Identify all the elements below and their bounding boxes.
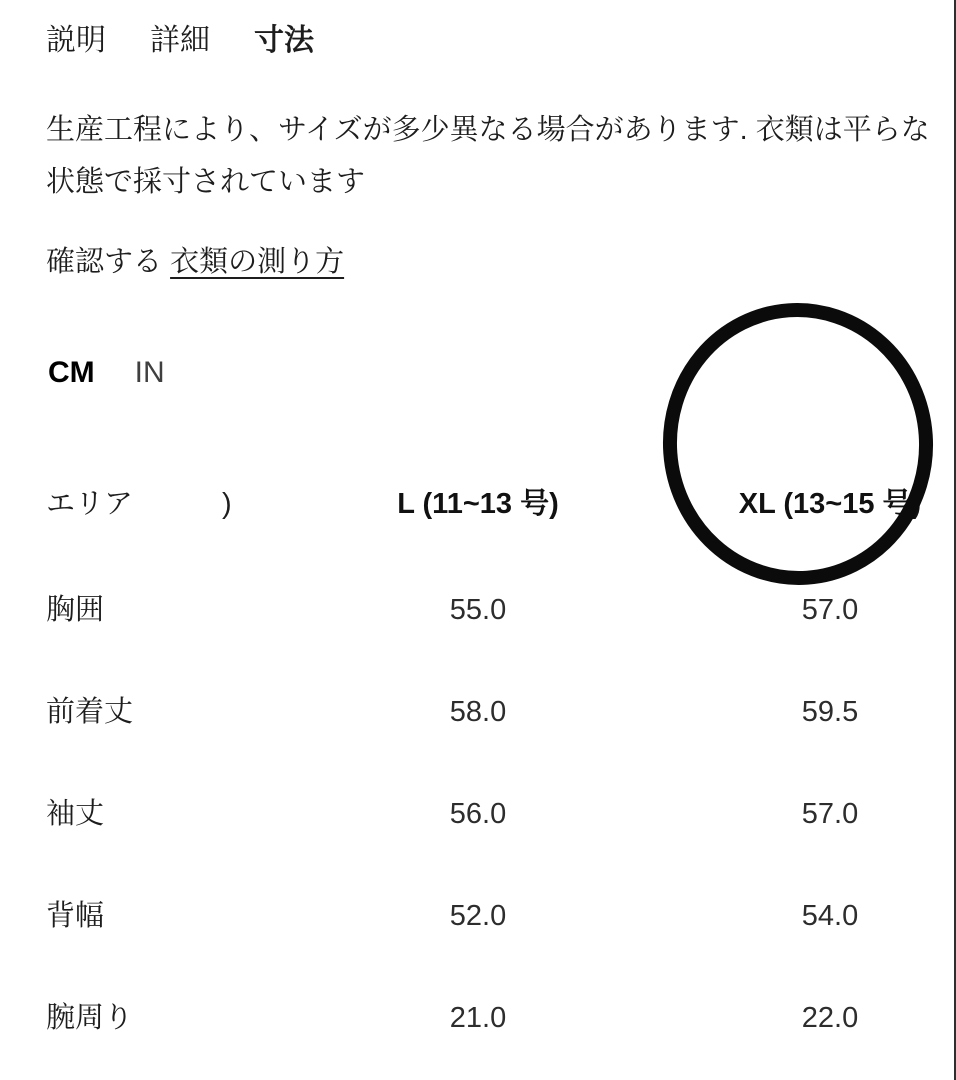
row-value-l: 55.0: [449, 594, 507, 626]
tab-dimensions[interactable]: 寸法: [254, 24, 314, 57]
measure-guide-link[interactable]: 衣類の測り方: [170, 246, 345, 278]
unit-cm-button[interactable]: CM: [48, 356, 95, 389]
unit-toggle: [48, 356, 165, 390]
table-header-row: [0, 486, 956, 592]
row-label: 腕周り: [46, 1002, 134, 1034]
unit-in-button[interactable]: IN: [134, 356, 165, 389]
cropped-column-fragment: ): [222, 488, 232, 520]
row-label: 前着丈: [46, 696, 134, 728]
row-value-l: 52.0: [449, 900, 507, 932]
row-value-l: 56.0: [449, 798, 507, 830]
table-row: [0, 592, 956, 694]
measure-guide-prefix: 確認する: [46, 246, 163, 278]
area-header: エリア: [46, 488, 134, 520]
row-label: 背幅: [46, 900, 105, 932]
table-row: [0, 796, 956, 898]
row-label: 袖丈: [46, 798, 105, 830]
row-value-xl: 57.0: [801, 798, 859, 830]
size-table: [0, 486, 956, 1080]
row-value-xl: 59.5: [801, 696, 859, 728]
table-row: [0, 1000, 956, 1080]
row-value-l: 58.0: [449, 696, 507, 728]
table-row: [0, 694, 956, 796]
tab-bar: [46, 24, 314, 58]
tab-details[interactable]: 詳細: [150, 24, 210, 57]
row-value-xl: 57.0: [801, 594, 859, 626]
table-row: [0, 898, 956, 1000]
row-label: 胸囲: [46, 594, 105, 626]
column-header-l: L (11~13 号): [397, 488, 559, 520]
measure-guide-line: [46, 244, 344, 280]
row-value-xl: 22.0: [801, 1002, 859, 1034]
size-variance-notice: 生産工程により、サイズが多少異なる場合があります. 衣類は平らな状態で採寸されています: [46, 114, 930, 198]
row-value-xl: 54.0: [801, 900, 859, 932]
column-header-xl: XL (13~15 号): [738, 488, 922, 520]
row-value-l: 21.0: [449, 1002, 507, 1034]
tab-description[interactable]: 説明: [46, 24, 106, 57]
